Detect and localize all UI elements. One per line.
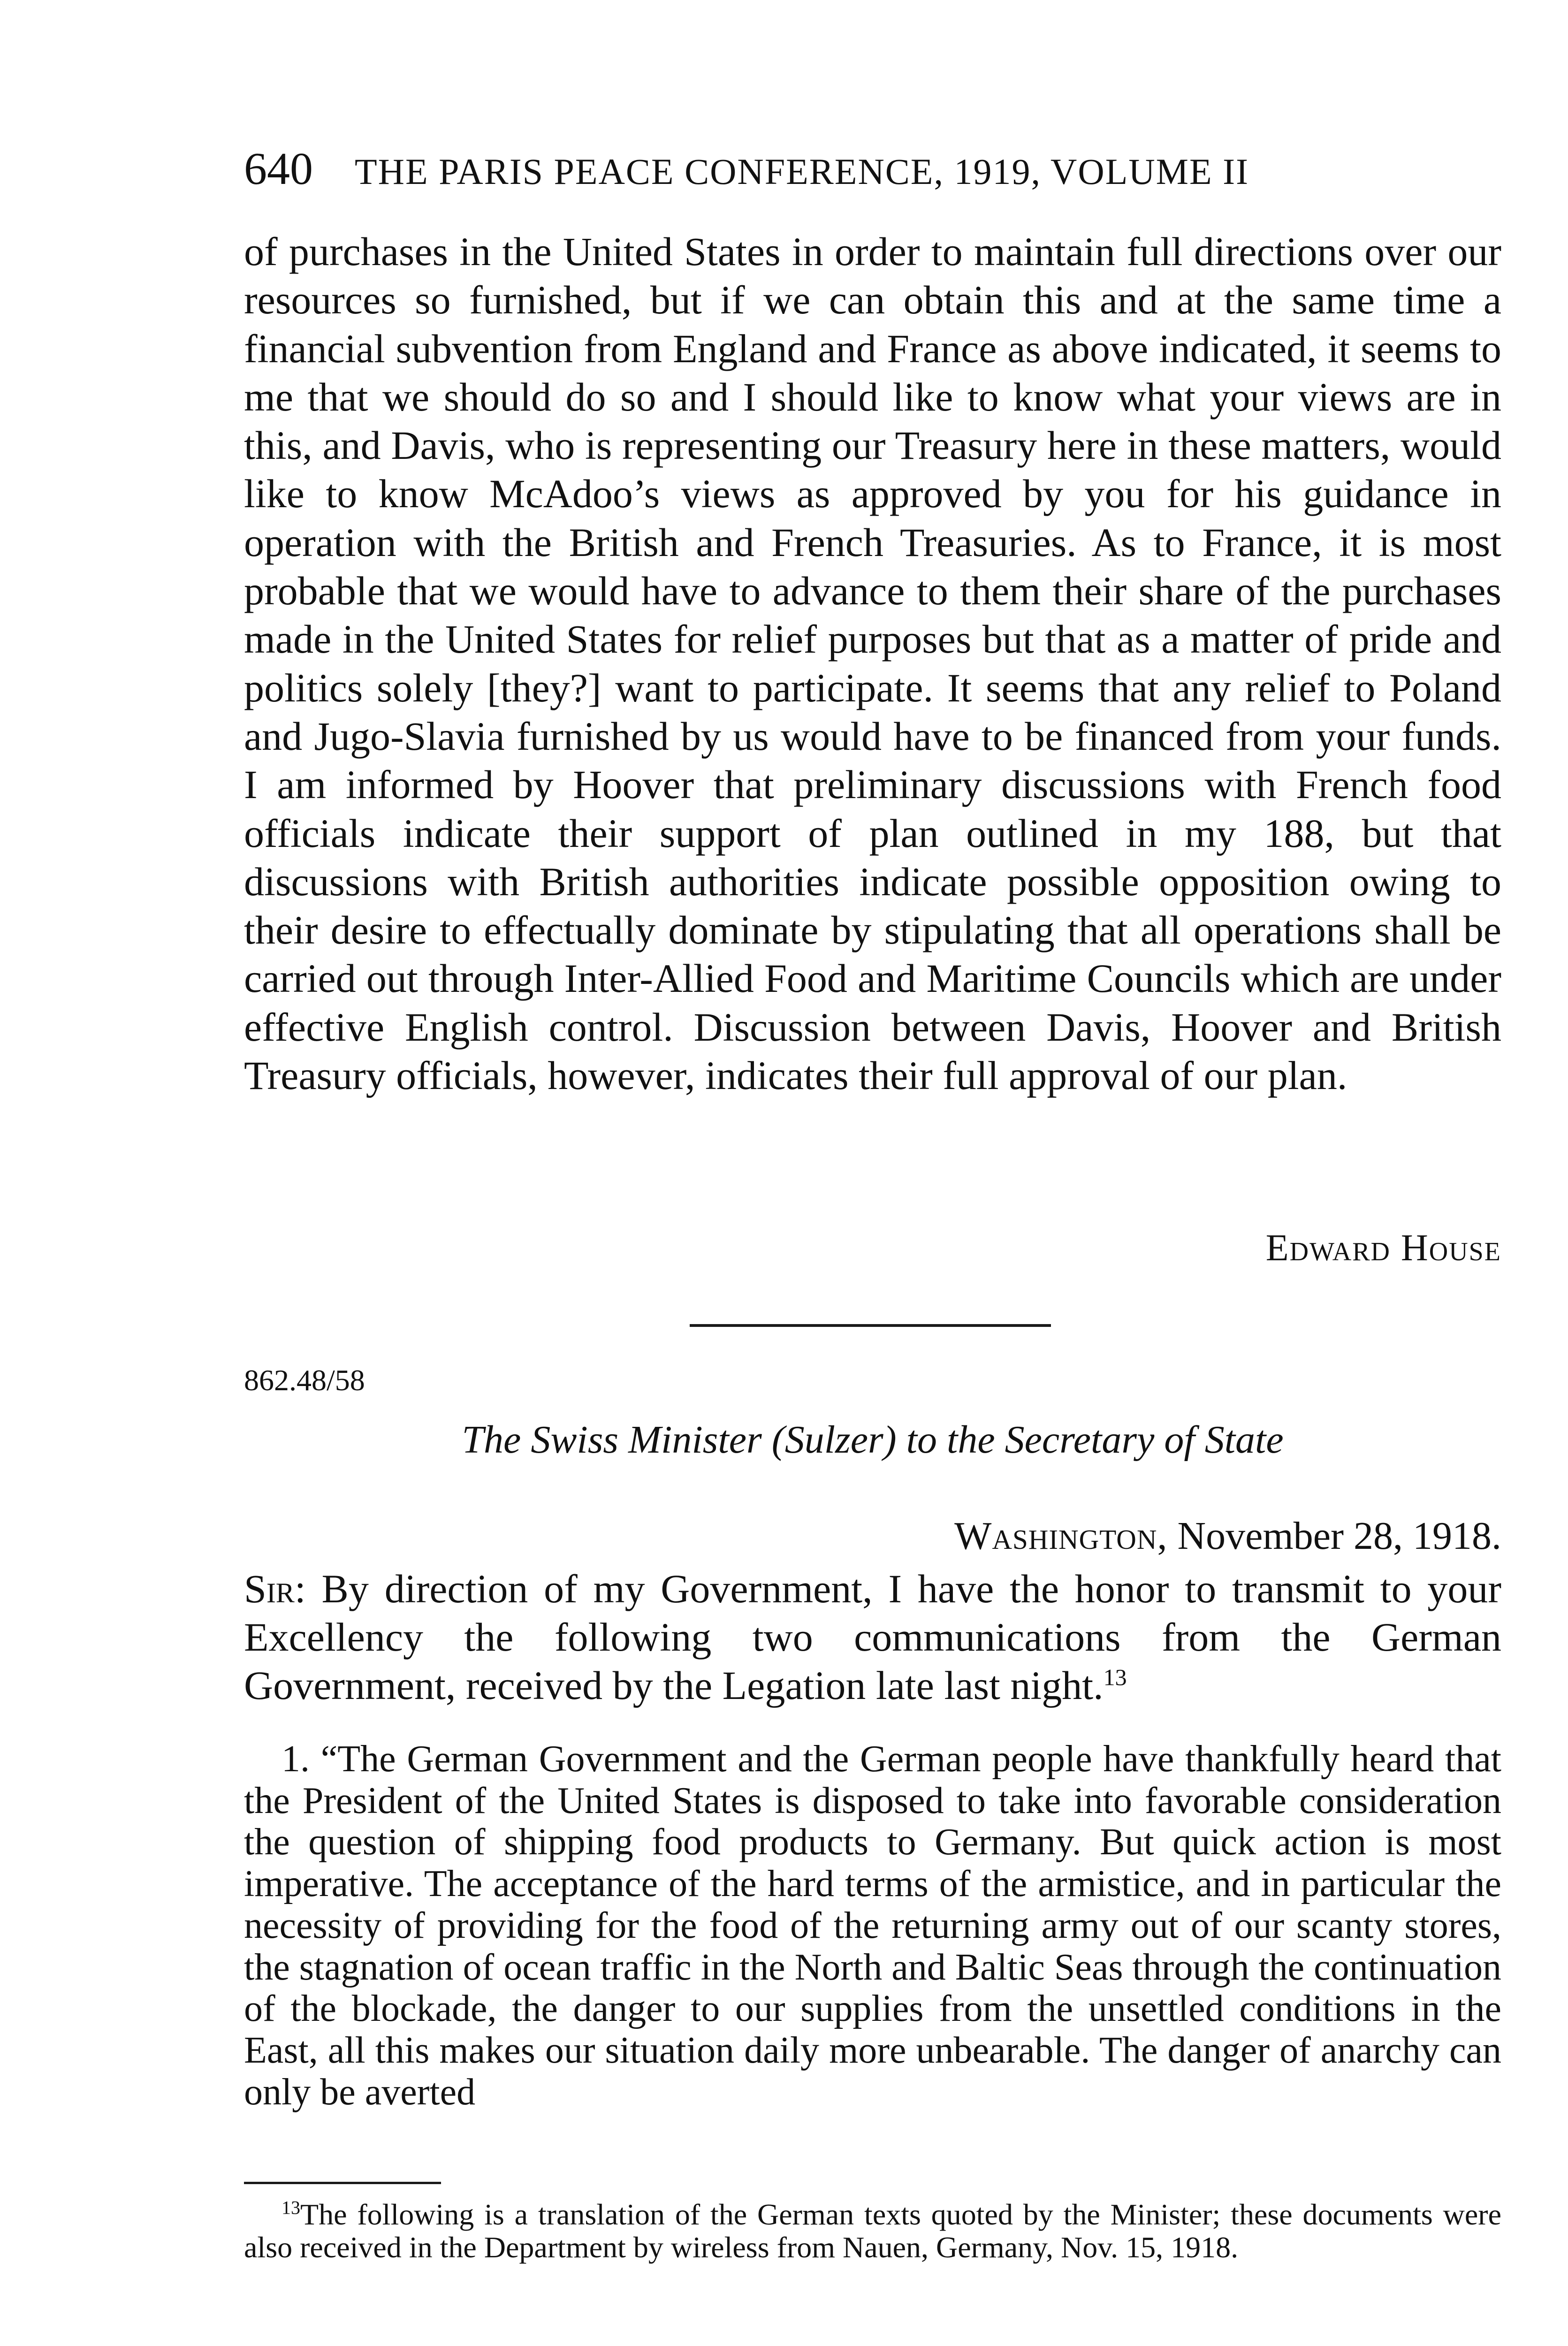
section-divider [690, 1324, 1051, 1327]
footnote-reference[interactable]: 13 [1103, 1664, 1127, 1691]
document-heading: The Swiss Minister (Sulzer) to the Secretary of State [462, 1418, 1284, 1462]
dateline [954, 1513, 1501, 1559]
footnote-marker: 13 [282, 2197, 300, 2218]
signature: Edward House [1265, 1227, 1501, 1269]
intro-paragraph: of purchases in the United States in order to maintain full directions over our resources so furnished, but if we can obtain this and at the same time a financial subvention from England and France as above indicated, it seems to me that we should do so and I should like to know what your views are in this, and Davis, who is representing our Treasury here in these matters, would like to know McAdoo’s views as approved by you for his guidance in operation with the British and French Treasuries. As to France, it is most probable that we would have to advance to them their share of the purchases made in the United States for relief purposes but that as a matter of pride and politics solely [they?] want to participate. It seems that any relief to Poland and Jugo-Slavia furnished by us would have to be financed from your funds. I am informed by Hoover that preliminary discussions with French food officials indicate their support of plan outlined in my 188, but that discussions with British authorities indicate possible opposition owing to their desire to effectually dominate by stipulating that all operations shall be carried out through Inter-Allied Food and Maritime Councils which are under effective English control. Discussion between Davis, Hoover and British Treasury officials, however, indicates their full approval of our plan. [244, 229, 1501, 1098]
footnote-divider [244, 2182, 441, 2184]
page-number: 640 [244, 144, 313, 194]
salutation-paragraph [244, 1565, 1501, 1710]
dateline-date: November 28, 1918. [1177, 1514, 1501, 1558]
dateline-place: Washington, [954, 1514, 1168, 1558]
running-title: THE PARIS PEACE CONFERENCE, 1919, VOLUME II [355, 151, 1249, 192]
footnote-text: The following is a translation of the German texts quoted by the Minister; these documents were also received in the Department by wireless from Nauen, Germany, Nov. 15, 1918. [244, 2198, 1501, 2264]
salutation: Sir: [244, 1566, 306, 1611]
opening-text: By direction of my Government, I have the honor to transmit to your Excellency the following two communications from the German Government, received by the Legation late last night. [244, 1566, 1502, 1708]
footnote [244, 2198, 1501, 2264]
file-number: 862.48/58 [244, 1363, 365, 1397]
running-head [244, 141, 1511, 197]
quoted-communication: 1. “The German Government and the German people have thankfully heard that the President of the United States is disposed to take into favorable consideration the question of shipping food products to Germany. But quick action is most imperative. The acceptance of the hard terms of the armistice, and in particular the necessity of providing for the food of the returning army out of our scanty stores, the stagnation of ocean traffic in the North and Baltic Seas through the continuation of the blockade, the danger to our supplies from the unsettled conditions in the East, all this makes our situation daily more unbearable. The danger of anarchy can only be averted [244, 1738, 1501, 2113]
